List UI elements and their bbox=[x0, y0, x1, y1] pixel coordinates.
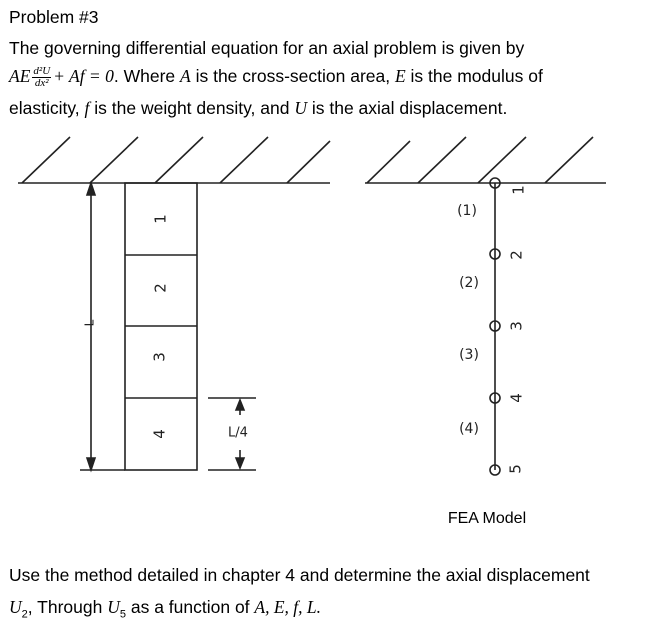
fea-model-caption: FEA Model bbox=[447, 510, 527, 527]
quarter-length-label: L/4 bbox=[228, 425, 248, 441]
length-arrow-bottom bbox=[87, 458, 95, 470]
length-arrow-top bbox=[87, 183, 95, 195]
intro-text-a: . Where bbox=[113, 66, 181, 86]
right-hatch bbox=[545, 137, 593, 183]
task-variables: A, E, f, L. bbox=[254, 597, 322, 617]
node-label: 1 bbox=[509, 185, 528, 195]
node-label: 2 bbox=[507, 250, 526, 260]
node-label: 5 bbox=[506, 464, 525, 474]
right-hatch bbox=[418, 137, 466, 183]
segment-label: 3 bbox=[150, 352, 169, 362]
var-e: E bbox=[394, 66, 406, 86]
task-line-2 bbox=[9, 597, 321, 621]
intro-text-c: is the modulus of bbox=[405, 66, 543, 86]
task-text-a: , Through bbox=[27, 597, 108, 617]
element-label: (1) bbox=[457, 203, 477, 219]
intro-text-b: is the cross-section area, bbox=[190, 66, 395, 86]
element-label: (4) bbox=[459, 421, 479, 437]
segment-label: 2 bbox=[151, 283, 170, 293]
quarter-arrow-bottom bbox=[236, 458, 244, 468]
node-label: 3 bbox=[507, 321, 526, 331]
left-hatch bbox=[22, 137, 70, 183]
left-hatch bbox=[220, 137, 268, 183]
intro-text-d: elasticity, bbox=[9, 98, 85, 118]
left-hatch bbox=[90, 137, 138, 183]
element-label: (3) bbox=[459, 347, 479, 363]
task-line-1: Use the method detailed in chapter 4 and determine the axial displacement bbox=[9, 565, 590, 585]
right-hatch bbox=[367, 141, 410, 183]
eq-ae: AE bbox=[9, 66, 31, 86]
left-hatch bbox=[155, 137, 203, 183]
eq-rest: + Af = 0 bbox=[53, 66, 114, 86]
left-hatch bbox=[287, 141, 330, 183]
intro-text-f: is the axial displacement. bbox=[306, 98, 508, 118]
var-u2: U bbox=[9, 597, 22, 617]
right-hatch bbox=[478, 137, 526, 183]
node-label: 4 bbox=[507, 393, 526, 403]
quarter-arrow-top bbox=[236, 400, 244, 410]
intro-line-1: The governing differential equation for an axial problem is given by bbox=[9, 38, 525, 58]
var-u5: U bbox=[107, 597, 120, 617]
problem-title: Problem #3 bbox=[9, 7, 99, 27]
intro-text-e: is the weight density, and bbox=[89, 98, 295, 118]
eq-fraction-numerator: d²U bbox=[33, 64, 51, 77]
segment-label: 1 bbox=[151, 214, 170, 224]
task-text-b: as a function of bbox=[125, 597, 255, 617]
length-label: L bbox=[82, 319, 97, 327]
eq-fraction-denominator: dx² bbox=[34, 76, 49, 89]
segment-label: 4 bbox=[150, 429, 169, 439]
var-u2-subscript: 2 bbox=[21, 608, 28, 621]
var-u: U bbox=[294, 98, 307, 118]
var-f: f bbox=[84, 98, 90, 118]
element-label: (2) bbox=[459, 275, 479, 291]
var-u5-subscript: 5 bbox=[119, 608, 126, 621]
var-a: A bbox=[180, 66, 191, 86]
